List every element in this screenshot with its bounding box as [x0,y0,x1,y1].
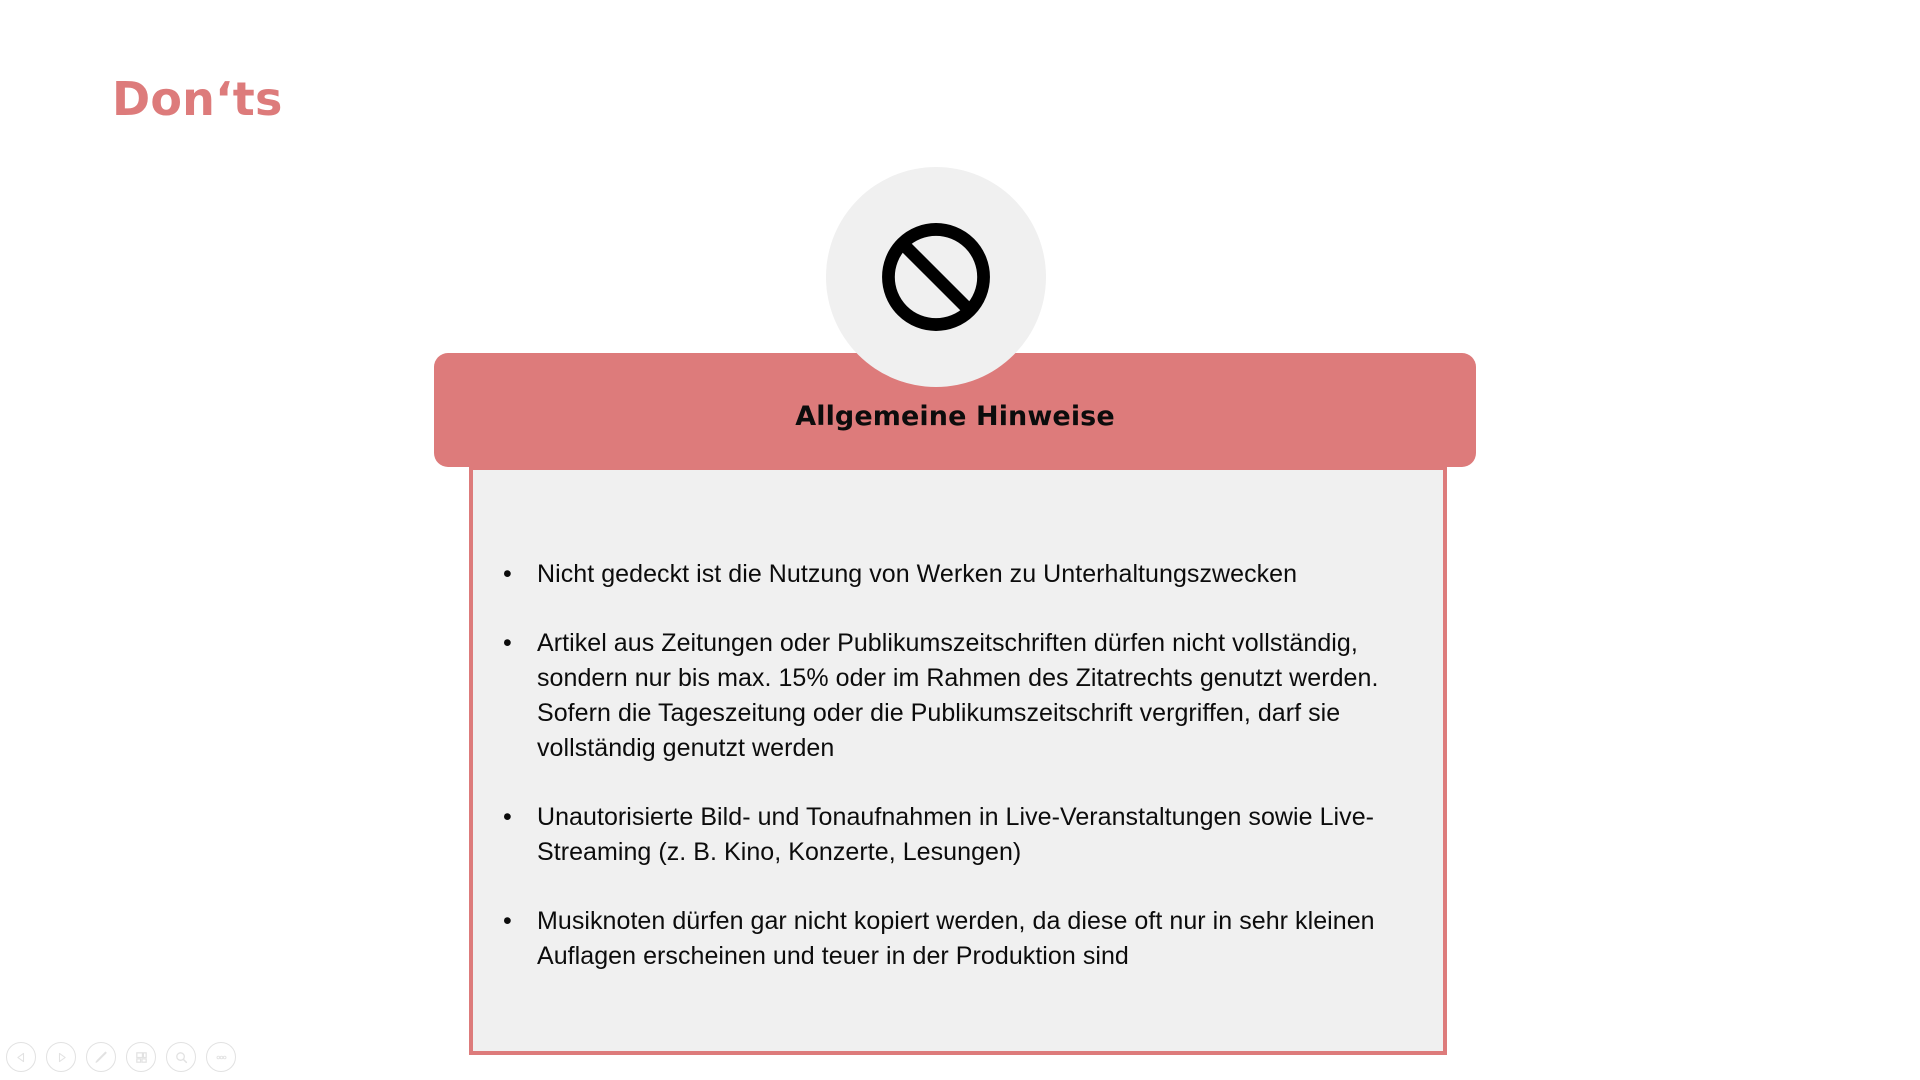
slide-overview-button[interactable] [126,1042,156,1072]
page-title: Don‘ts [112,72,283,126]
bullet-marker-icon: • [503,560,512,588]
annotate-button[interactable] [86,1042,116,1072]
list-item [493,557,1409,592]
bullet-marker-icon: • [503,803,512,831]
presentation-toolbar [6,1042,236,1072]
hints-bullet-list [473,557,1443,974]
triangle-right-icon [55,1051,68,1064]
list-item [493,904,1409,974]
grid-icon [134,1050,149,1065]
badge-circle [826,167,1046,387]
list-item-text: Musiknoten dürfen gar nicht kopiert werden, da diese oft nur in sehr kleinen Auflagen erscheinen und teuer in der Produktion sind [537,907,1375,970]
hints-header-title: Allgemeine Hinweise [795,401,1115,432]
list-item [493,800,1409,870]
prohibition-icon [878,219,994,335]
list-item-text: Unautorisierte Bild- und Tonaufnahmen in Live-Veranstaltungen sowie Live-Streaming (z. B. Kino, Konzerte, Lesungen) [537,803,1375,866]
triangle-left-icon [15,1051,28,1064]
pen-icon [93,1049,109,1065]
previous-slide-button[interactable] [6,1042,36,1072]
ellipsis-icon [214,1050,229,1065]
bullet-marker-icon: • [503,907,512,935]
list-item-text: Artikel aus Zeitungen oder Publikumszeitschriften dürfen nicht vollständig, sondern nur bis max. 15% oder im Rahmen des Zitatrechts genutzt werden. Sofern die Tageszeitung oder die Publikumszeitschrift vergriffen, darf sie vollständig genutzt werden [537,629,1379,762]
zoom-button[interactable] [166,1042,196,1072]
list-item-text: Nicht gedeckt ist die Nutzung von Werken zu Unterhaltungszwecken [537,560,1298,588]
bullet-marker-icon: • [503,629,512,657]
hints-body-panel [469,466,1447,1055]
next-slide-button[interactable] [46,1042,76,1072]
more-options-button[interactable] [206,1042,236,1072]
search-icon [174,1050,189,1065]
list-item [493,626,1409,766]
